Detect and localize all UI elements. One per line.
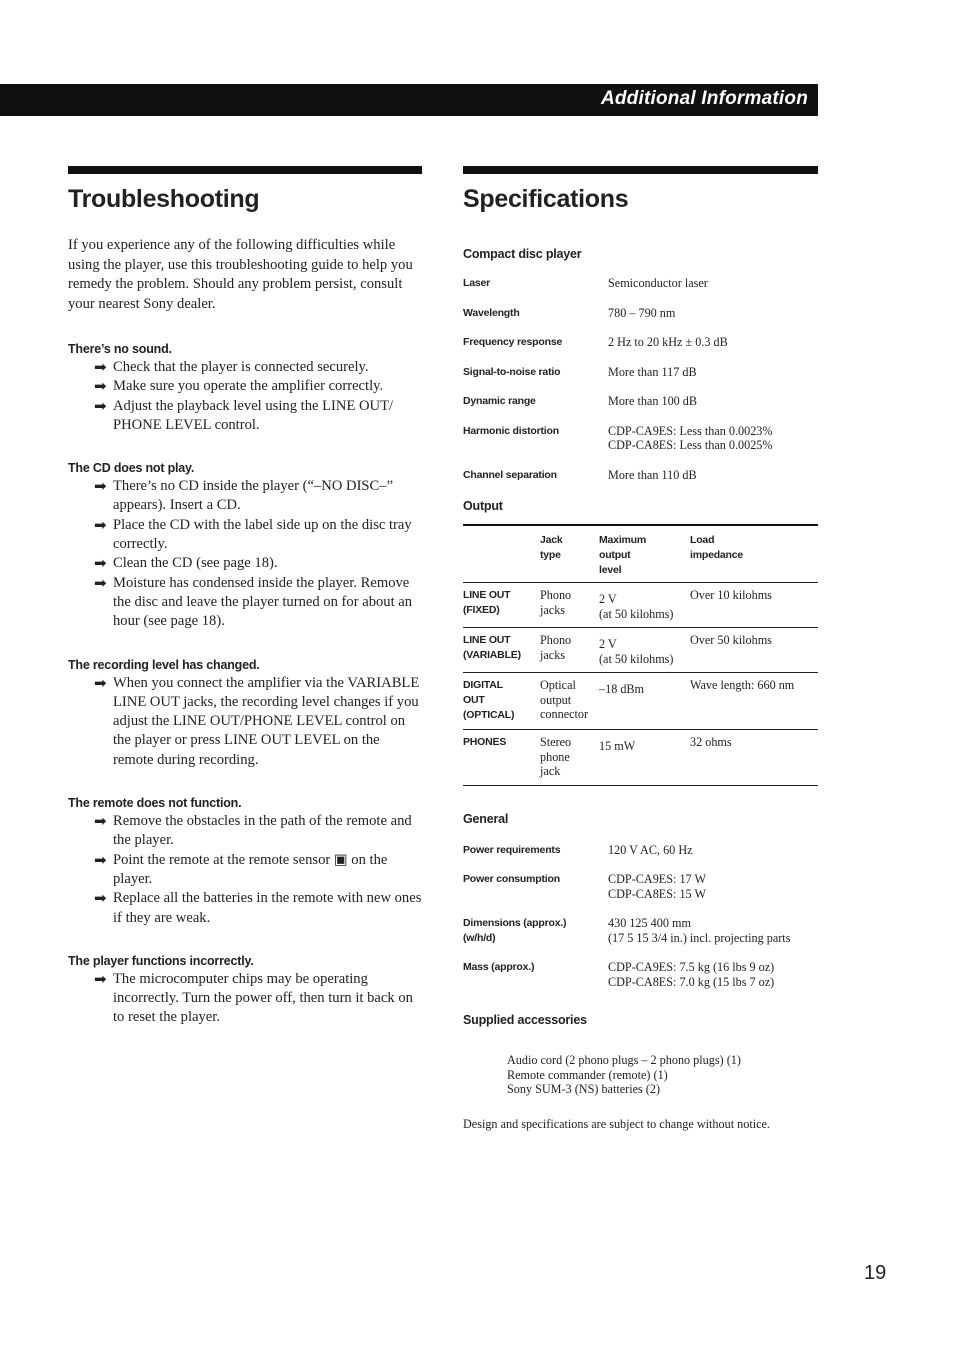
section-header-bar	[0, 84, 818, 116]
spec-row	[463, 916, 818, 945]
troubleshooting-item	[68, 459, 422, 631]
general-specs	[463, 843, 818, 990]
output-table	[463, 524, 818, 786]
arrow-right-icon: ➡	[94, 889, 107, 908]
arrow-right-icon: ➡	[94, 377, 107, 396]
troubleshooting-item	[68, 340, 422, 435]
problem-heading: The recording level has changed.	[68, 657, 260, 672]
problem-heading: The player functions incorrectly.	[68, 953, 254, 968]
spec-value: 780 – 790 nm	[608, 305, 676, 320]
load-impedance: Over 50 kilohms	[690, 633, 772, 647]
spec-row	[463, 335, 818, 350]
output-table-row	[463, 673, 818, 730]
spec-value: CDP-CA9ES: 17 W CDP-CA8ES: 15 W	[608, 872, 706, 901]
arrow-right-icon: ➡	[94, 969, 107, 988]
spec-row	[463, 872, 818, 901]
spec-value: 120 V AC, 60 Hz	[608, 842, 693, 857]
remedy-text: Clean the CD (see page 18).	[113, 555, 278, 572]
spec-label: Mass (approx.)	[463, 961, 535, 973]
remedy-item	[68, 477, 422, 516]
cd-player-heading: Compact disc player	[463, 247, 582, 261]
spec-label: Wavelength	[463, 306, 520, 319]
max-output-level: 15 mW	[599, 739, 636, 753]
jack-type: Phono jacks	[540, 633, 572, 662]
troubleshooting-list	[68, 340, 422, 1028]
remedy-item	[68, 397, 422, 436]
arrow-right-icon: ➡	[94, 396, 107, 415]
jack-type: Stereo phone jack	[540, 735, 572, 778]
spec-label: Power requirements	[463, 843, 561, 856]
spec-value: More than 117 dB	[608, 364, 697, 379]
accessories-heading: Supplied accessories	[463, 1013, 587, 1027]
spec-row	[463, 960, 818, 989]
output-column-header	[463, 525, 540, 583]
page-number: 19	[864, 1262, 887, 1284]
output-name: LINE OUT (FIXED)	[463, 589, 511, 616]
load-impedance: Over 10 kilohms	[690, 588, 772, 602]
change-notice: Design and specifications are subject to change without notice.	[463, 1116, 770, 1131]
output-table-header	[463, 525, 818, 583]
spec-row	[463, 306, 818, 321]
spec-value: Semiconductor laser	[608, 276, 708, 290]
remedy-text: Check that the player is connected securely.	[113, 359, 369, 375]
spec-value: CDP-CA9ES: 7.5 kg (16 lbs 9 oz) CDP-CA8ES: 7.0 kg (15 lbs 7 oz)	[608, 960, 775, 989]
troubleshooting-item	[68, 656, 422, 770]
remedy-text: Replace all the batteries in the remote with new ones if they are weak.	[113, 890, 422, 926]
specifications-column	[463, 166, 818, 1131]
remedy-text: Moisture has condensed inside the player. Remove the disc and leave the player turned on for about an hour (see page 18).	[113, 574, 413, 630]
output-name: PHONES	[463, 736, 507, 748]
remedy-item	[68, 970, 422, 1028]
spec-label: Harmonic distortion	[463, 424, 559, 437]
spec-row	[463, 843, 818, 858]
spec-label: Frequency response	[463, 336, 563, 348]
problem-heading: The CD does not play.	[68, 461, 195, 476]
specifications-rule	[463, 166, 818, 174]
arrow-right-icon: ➡	[94, 812, 107, 831]
remedy-item	[68, 674, 422, 770]
remedy-text: Adjust the playback level using the LINE OUT/ PHONE LEVEL control.	[113, 397, 394, 433]
cd-player-specs	[463, 276, 818, 482]
troubleshooting-title: Troubleshooting	[68, 185, 260, 213]
output-column-header: Maximum output level	[599, 534, 647, 576]
section-title: Additional Information	[600, 88, 808, 109]
remedy-text: Remove the obstacles in the path of the remote and the player.	[113, 813, 412, 849]
problem-heading: There’s no sound.	[68, 342, 172, 356]
arrow-right-icon: ➡	[94, 554, 107, 573]
remedy-text: Point the remote at the remote sensor ▣ on the player.	[113, 851, 388, 887]
spec-value: CDP-CA9ES: Less than 0.0023% CDP-CA8ES: Less than 0.0025%	[608, 423, 773, 452]
load-impedance: Wave length: 660 nm	[690, 678, 795, 692]
general-heading: General	[463, 811, 509, 826]
remedy-text: There’s no CD inside the player (“–NO DISC–” appears). Insert a CD.	[113, 478, 394, 514]
spec-row	[463, 468, 818, 483]
output-table-row	[463, 628, 818, 673]
accessory-item: Sony SUM-3 (NS) batteries (2)	[507, 1082, 661, 1096]
output-table-row	[463, 730, 818, 786]
jack-type: Phono jacks	[540, 588, 572, 617]
remedy-item	[68, 516, 422, 555]
spec-label: Signal-to-noise ratio	[463, 365, 561, 378]
spec-label: Dynamic range	[463, 395, 536, 407]
remedy-text: When you connect the amplifier via the VARIABLE LINE OUT jacks, the recording level changes if you adjust the LINE OUT/PHONE LEVEL control on the player or press LINE OUT LEVEL on the remote during recording.	[113, 674, 420, 768]
max-output-level: –18 dBm	[599, 682, 645, 696]
spec-value: 430 125 400 mm (17 5 15 3/4 in.) incl. projecting parts	[608, 916, 791, 945]
remedy-item	[68, 851, 422, 890]
max-output-level: 2 V (at 50 kilohms)	[599, 592, 674, 621]
output-heading: Output	[463, 499, 503, 513]
spec-value: More than 110 dB	[608, 467, 697, 482]
accessory-item: Audio cord (2 phono plugs – 2 phono plugs) (1)	[507, 1053, 741, 1067]
remedy-text: Place the CD with the label side up on the disc tray correctly.	[113, 516, 412, 553]
remedy-text: The microcomputer chips may be operating incorrectly. Turn the power off, then turn it back on to reset the player.	[113, 970, 413, 1026]
remedy-item	[68, 574, 422, 632]
spec-label: Laser	[463, 277, 491, 289]
spec-label: Power consumption	[463, 873, 560, 885]
arrow-right-icon: ➡	[94, 850, 107, 869]
arrow-right-icon: ➡	[94, 673, 107, 692]
arrow-right-icon: ➡	[94, 515, 107, 534]
remedy-item	[68, 358, 422, 377]
output-name: LINE OUT (VARIABLE)	[463, 634, 521, 661]
spec-row	[463, 276, 818, 291]
troubleshooting-rule	[68, 166, 422, 174]
output-table-row	[463, 583, 818, 628]
troubleshooting-item	[68, 794, 422, 928]
output-column-header: Jack type	[540, 534, 563, 561]
spec-value: 2 Hz to 20 kHz ± 0.3 dB	[608, 335, 728, 349]
accessory-item: Remote commander (remote) (1)	[507, 1067, 668, 1082]
troubleshooting-column	[68, 166, 422, 1028]
accessories-list	[507, 1053, 818, 1097]
remedy-item	[68, 889, 422, 928]
remedy-item	[68, 377, 422, 396]
remedy-item	[68, 554, 422, 573]
troubleshooting-item	[68, 952, 422, 1028]
output-column-header: Load impedance	[690, 534, 744, 561]
arrow-right-icon: ➡	[94, 358, 107, 376]
jack-type: Optical output connector	[540, 678, 589, 721]
remedy-text: Make sure you operate the amplifier correctly.	[113, 378, 384, 395]
problem-heading: The remote does not function.	[68, 796, 242, 811]
troubleshooting-intro: If you experience any of the following difficulties while using the player, use this troubleshooting guide to help you remedy the problem. Should any problem persist, consult your nearest Sony dealer.	[68, 237, 413, 312]
spec-row	[463, 424, 818, 453]
specifications-title: Specifications	[463, 185, 629, 213]
spec-row	[463, 365, 818, 380]
max-output-level: 2 V (at 50 kilohms)	[599, 637, 674, 666]
spec-row	[463, 394, 818, 409]
spec-value: More than 100 dB	[608, 394, 698, 408]
output-name: DIGITAL OUT (OPTICAL)	[463, 679, 515, 721]
spec-label: Dimensions (approx.) (w/h/d)	[463, 917, 567, 944]
remedy-item	[68, 812, 422, 851]
load-impedance: 32 ohms	[690, 735, 732, 749]
spec-label: Channel separation	[463, 468, 557, 481]
arrow-right-icon: ➡	[94, 477, 107, 496]
arrow-right-icon: ➡	[94, 573, 107, 592]
